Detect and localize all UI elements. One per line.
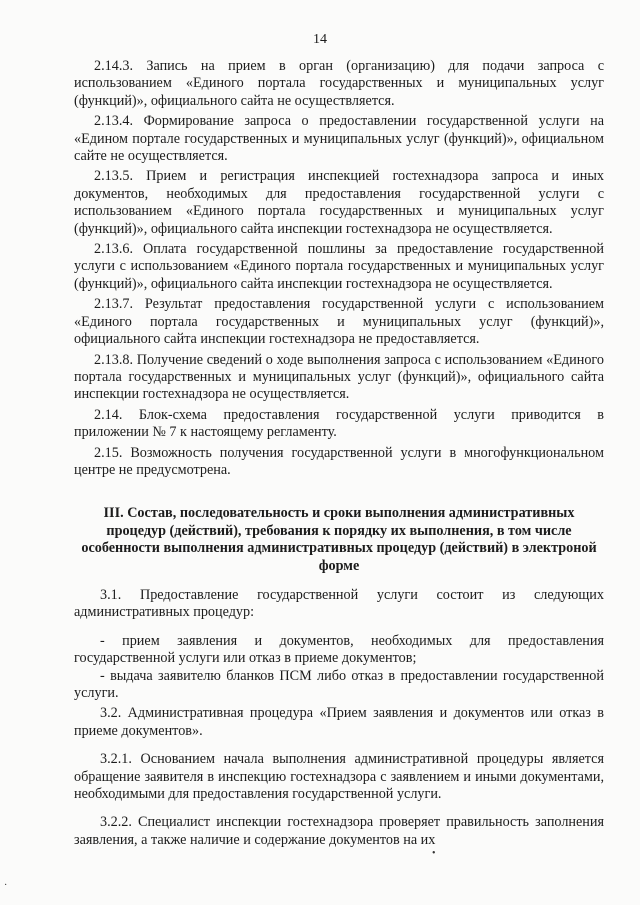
list-item-procedure-2: - выдача заявителю бланков ПСМ либо отказ в предоставлении государственной услуги.: [74, 667, 604, 701]
list-item-procedure-1: - прием заявления и документов, необходимых для предоставления государственной услуги или отказ в приеме документов;: [74, 632, 604, 667]
paragraph-2-14-3: 2.14.3. Запись на прием в орган (организацию) для подачи запроса с использованием «Единого портала государственных и муниципальных услуг (функций)», официального сайта не осуществляется.: [74, 58, 604, 109]
paragraph-3-2-1: 3.2.1. Основанием начала выполнения административной процедуры является обращение заявителя в инспекцию гостехнадзора с заявлением и иными документами, необходимыми для предоставления государственной услуги.: [74, 751, 604, 803]
paragraph-3-2-2: 3.2.2. Специалист инспекции гостехнадзора проверяет правильность заполнения заявления, а также наличие и содержание документов на их: [74, 814, 604, 848]
scan-speck: ·: [4, 880, 8, 891]
spacer: [74, 806, 604, 814]
paragraph-2-13-8: 2.13.8. Получение сведений о ходе выполнения запроса с использованием «Единого портала государственных и муниципальных услуг (функций)», официального сайта инспекции гостехнадзора не осуществляется.: [74, 351, 604, 403]
paragraph-3-2: 3.2. Административная процедура «Прием заявления и документов или отказ в приеме документов».: [74, 705, 604, 739]
spacer: [74, 743, 604, 751]
document-body: [74, 58, 604, 852]
spacer: [74, 625, 604, 633]
section-heading-iii: III. Состав, последовательность и сроки выполнения административных процедур (действий), требования к порядку их выполнения, в том числе особенности выполнения административных процедур (действий) в электроной форме: [81, 505, 597, 574]
scan-speck: •: [432, 848, 436, 859]
paragraph-2-13-4: 2.13.4. Формирование запроса о предоставлении государственной услуги на «Едином портале государственных и муниципальных услуг (функций)», официальном сайте не осуществляется.: [74, 113, 604, 165]
paragraph-3-1: 3.1. Предоставление государственной услуги состоит из следующих административных процедур:: [74, 586, 604, 621]
paragraph-2-13-5: 2.13.5. Прием и регистрация инспекцией гостехнадзора запроса и иных документов, необходимых для предоставления государственной услуги с использованием «Единого портала государственных и муниципальных услуг (функций)», официального сайта инспекции гостехнадзора не осуществляется.: [74, 168, 604, 237]
page-number: 14: [313, 32, 327, 47]
paragraph-2-13-7: 2.13.7. Результат предоставления государственной услуги с использованием «Единого портала государственных и муниципальных услуг (функций)», официального сайта инспекции гостехнадзора не предоставляется.: [74, 296, 604, 348]
paragraph-2-15: 2.15. Возможность получения государственной услуги в многофункциональном центре не предусмотрена.: [74, 444, 604, 478]
paragraph-2-13-6: 2.13.6. Оплата государственной пошлины за предоставление государственной услуги с использованием «Единого портала государственных и муниципальных услуг (функций)», официального сайта инспекции гостехнадзора не осуществляется.: [74, 241, 604, 292]
paragraph-2-14: 2.14. Блок-схема предоставления государственной услуги приводится в приложении № 7 к настоящему регламенту.: [74, 406, 604, 441]
